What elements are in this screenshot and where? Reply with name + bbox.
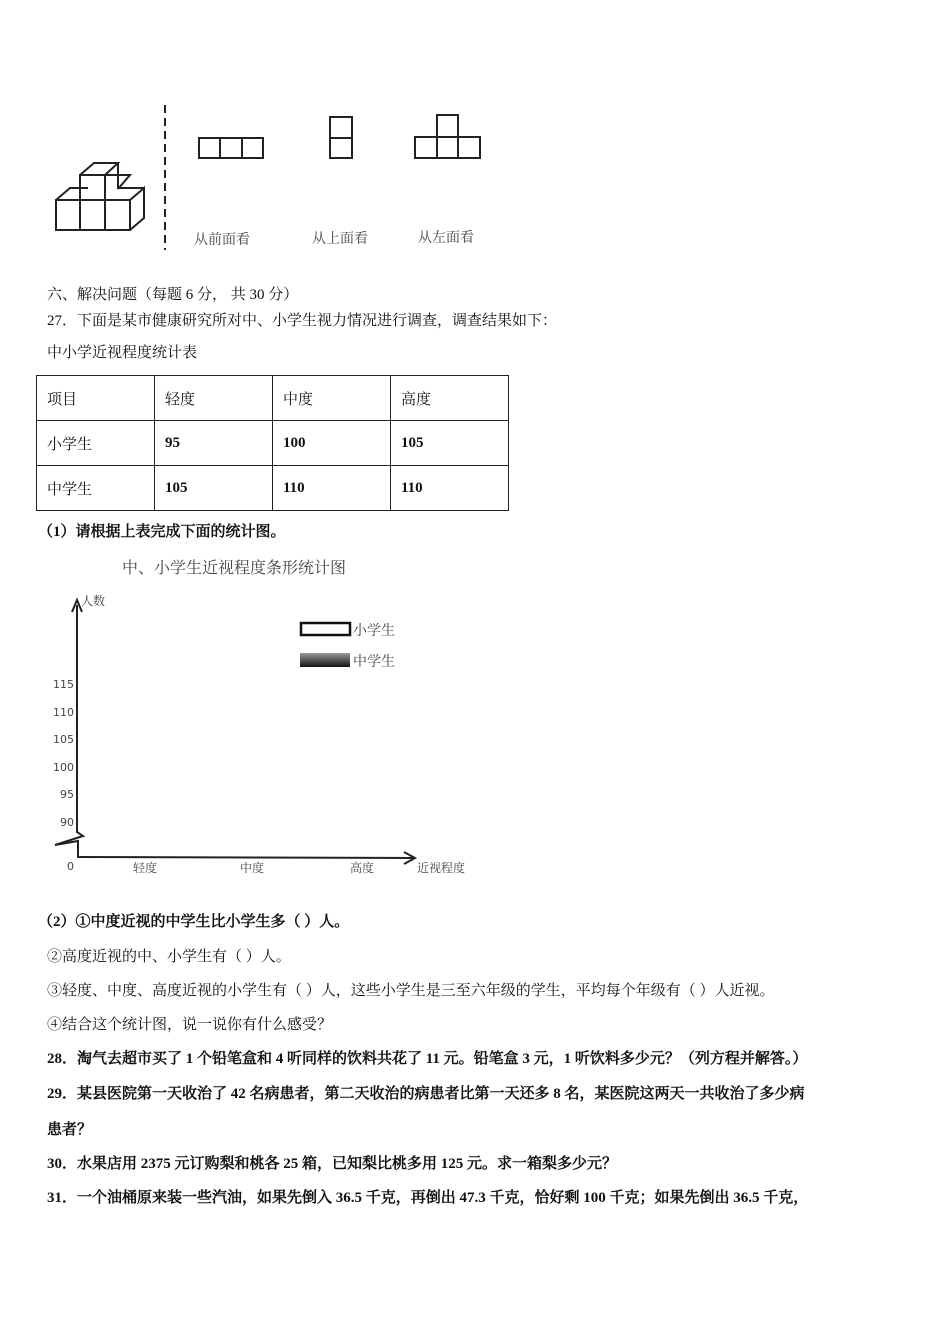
question-29-cont: 患者？ (47, 1122, 93, 1138)
question-29: 29．某县医院第一天收治了 42 名病患者，第二天收治的病患者比第一天还多 8 名，某医院这两天一共收治了多少病 (47, 1086, 805, 1102)
y-tick-label: 100 (53, 760, 74, 774)
table-cell: 100 (273, 421, 391, 466)
view-label-top: 从上面看 (312, 231, 368, 247)
x-tick-label: 高度 (350, 861, 375, 875)
table-cell: 110 (391, 466, 509, 511)
table-header: 项目 (37, 376, 155, 421)
question-27-part3: ③轻度、中度、高度近视的小学生有（ ）人，这些小学生是三至六年级的学生，平均每个年级有（ ）人近视。 (47, 983, 775, 999)
chart-title: 中、小学生近视程度条形统计图 (122, 558, 347, 577)
question-27-part4: ④结合这个统计图，说一说你有什么感受？ (47, 1017, 333, 1033)
legend-swatch-primary (301, 623, 350, 635)
view-label-left: 从左面看 (418, 230, 474, 246)
x-tick-label: 中度 (240, 861, 265, 875)
table-header: 中度 (273, 376, 391, 421)
legend-swatch-middle (300, 653, 350, 667)
table-header: 轻度 (155, 376, 273, 421)
y-tick-label: 110 (53, 705, 74, 719)
table-title: 中小学近视程度统计表 (47, 345, 198, 361)
question-28: 28．淘气去超市买了 1 个铅笔盒和 4 听同样的饮料共花了 11 元。铅笔盒 3 元，1 听饮料多少元？（列方程并解答。） (47, 1051, 808, 1067)
x-axis (77, 857, 413, 858)
x-tick-label: 轻度 (133, 861, 158, 875)
y-axis-label: 人数 (81, 594, 106, 608)
question-27-part1: （1）请根据上表完成下面的统计图。 (38, 524, 286, 540)
question-27-stem: 27．下面是某市健康研究所对中、小学生视力情况进行调查，调查结果如下： (47, 313, 558, 329)
y-tick-label: 0 (67, 860, 74, 873)
section-heading: 六、解决问题（每题 6 分， 共 30 分） (47, 287, 299, 303)
x-axis-label: 近视程度 (417, 861, 466, 875)
table-cell: 105 (155, 466, 273, 511)
question-30: 30．水果店用 2375 元订购梨和桃各 25 箱，已知梨比桃多用 125 元。求一箱梨多少元？ (47, 1156, 618, 1172)
legend-label-primary: 小学生 (353, 623, 395, 639)
table-cell: 小学生 (37, 421, 155, 466)
legend-label-middle: 中学生 (353, 654, 395, 670)
view-label-front: 从前面看 (194, 232, 250, 248)
y-tick-label: 90 (60, 816, 74, 829)
y-tick-label: 95 (60, 788, 74, 802)
question-31: 31．一个油桶原来装一些汽油，如果先倒入 36.5 千克，再倒出 47.3 千克，恰好剩 100 千克；如果先倒出 36.5 千克， (47, 1190, 809, 1206)
table-cell: 中学生 (37, 466, 155, 511)
question-27-part2b: ②高度近视的中、小学生有（ ）人。 (47, 949, 291, 965)
table-cell: 110 (273, 466, 391, 511)
table-header: 高度 (391, 376, 509, 421)
y-tick-label: 115 (53, 678, 74, 691)
y-tick-label: 105 (53, 733, 74, 747)
table-cell: 105 (391, 421, 509, 466)
question-27-part2: （2）①中度近视的中学生比小学生多（ ）人。 (38, 914, 350, 930)
table-cell: 95 (155, 421, 273, 466)
